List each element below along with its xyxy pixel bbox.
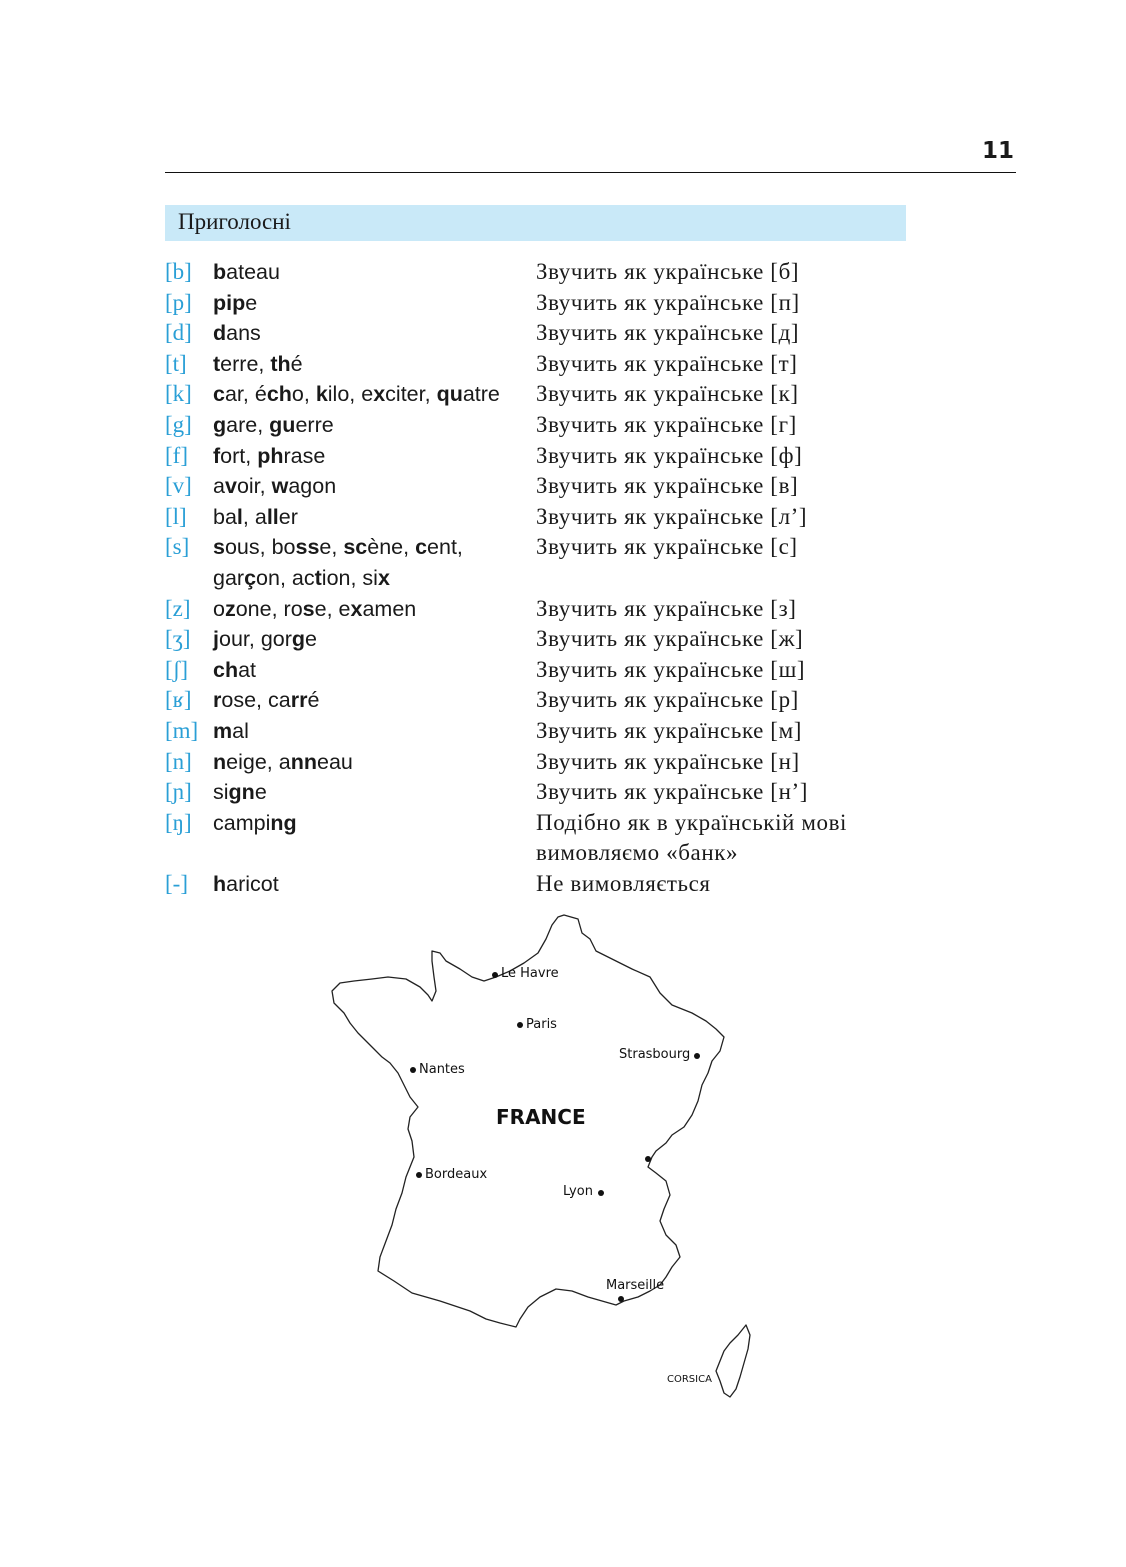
- ipa-symbol: [n]: [165, 748, 192, 774]
- ipa-symbol: [t]: [165, 350, 187, 376]
- example-words: ozone, rose, examen: [213, 596, 417, 621]
- pronunciation-note: Звучить як українське [в]: [536, 473, 799, 499]
- pronunciation-note: Звучить як українське [п]: [536, 289, 800, 315]
- section-title: Приголосні: [165, 205, 906, 241]
- example-words: avoir, wagon: [213, 474, 337, 499]
- ipa-symbol: [v]: [165, 473, 192, 499]
- pronunciation-note: Звучить як українське [ф]: [536, 442, 803, 468]
- ipa-symbol: [p]: [165, 289, 192, 315]
- ipa-symbol: [k]: [165, 381, 192, 407]
- pronunciation-note: Звучить як українське [н’]: [536, 779, 808, 805]
- lyon-dot: [598, 1190, 604, 1196]
- consonant-row: [165, 655, 925, 686]
- pronunciation-note: Звучить як українське [ш]: [536, 656, 806, 682]
- page-number: 11: [981, 138, 1014, 164]
- pronunciation-note: Звучить як українське [б]: [536, 259, 800, 284]
- corsica-outline: [716, 1325, 750, 1397]
- pronunciation-note: Звучить як українське [к]: [536, 381, 799, 407]
- pronunciation-note: Звучить як українське [р]: [536, 687, 799, 713]
- consonant-row: [165, 257, 925, 288]
- france-map: [320, 905, 760, 1405]
- example-words: bal, aller: [213, 504, 298, 529]
- example-words: chat: [213, 657, 257, 682]
- pronunciation-note: Не вимовляється: [536, 870, 711, 896]
- consonant-row: [165, 379, 925, 410]
- example-words: camping: [213, 810, 297, 835]
- consonant-row: [165, 594, 925, 625]
- example-words: pipe: [213, 290, 258, 315]
- consonant-row: [165, 685, 925, 716]
- ipa-symbol: [b]: [165, 259, 192, 284]
- pronunciation-note: Звучить як українське [с]: [536, 534, 798, 560]
- consonant-row: [165, 777, 925, 808]
- example-words: fort, phrase: [213, 443, 326, 468]
- pronunciation-note: Звучить як українське [м]: [536, 717, 802, 743]
- pronunciation-note: Звучить як українське [н]: [536, 748, 800, 774]
- city-le-havre: Le Havre: [501, 966, 559, 981]
- ipa-symbol: [m]: [165, 717, 199, 743]
- city-marseille: Marseille: [606, 1278, 665, 1293]
- city-bordeaux: Bordeaux: [425, 1167, 488, 1182]
- example-words: car, écho, kilo, exciter, quatre: [213, 382, 500, 407]
- example-words: terre, thé: [213, 351, 303, 376]
- ipa-symbol: [d]: [165, 320, 192, 346]
- city-nantes: Nantes: [419, 1062, 465, 1077]
- ipa-symbol: [f]: [165, 442, 188, 468]
- example-words: signe: [213, 780, 267, 805]
- city-paris: Paris: [526, 1017, 557, 1032]
- ipa-symbol: [g]: [165, 411, 192, 437]
- marker-dot: [645, 1156, 651, 1162]
- example-words: bateau: [213, 260, 280, 284]
- consonant-row: [165, 716, 925, 747]
- ipa-symbol: [ʒ]: [165, 626, 191, 652]
- pronunciation-note: Подібно як в українській мові вимовляємо «банк»: [536, 809, 848, 866]
- marseille-dot: [618, 1296, 624, 1302]
- pronunciation-note: Звучить як українське [з]: [536, 595, 797, 621]
- pronunciation-note: Звучить як українське [ж]: [536, 626, 804, 652]
- example-words: sous, bosse, scène, cent, garçon, action, six: [213, 535, 463, 590]
- consonant-row: [165, 624, 925, 655]
- ipa-symbol: [l]: [165, 503, 187, 529]
- bordeaux-dot: [416, 1172, 422, 1178]
- example-words: jour, gorge: [213, 627, 318, 652]
- example-words: mal: [213, 718, 249, 743]
- example-words: gare, guerre: [213, 412, 334, 437]
- header-rule: [165, 172, 1016, 173]
- ipa-symbol: [z]: [165, 595, 191, 621]
- example-words: haricot: [213, 871, 279, 896]
- ipa-symbol: [ʁ]: [165, 687, 192, 713]
- consonant-row: [165, 349, 925, 380]
- strasbourg-dot: [694, 1053, 700, 1059]
- pronunciation-note: Звучить як українське [д]: [536, 320, 800, 346]
- ipa-symbol: [-]: [165, 870, 188, 896]
- consonant-row: [165, 471, 925, 502]
- example-words: rose, carré: [213, 688, 320, 713]
- consonant-row: [165, 502, 925, 533]
- consonant-row: [165, 410, 925, 441]
- paris-dot: [517, 1022, 523, 1028]
- example-words: dans: [213, 321, 261, 346]
- pronunciation-note: Звучить як українське [т]: [536, 350, 798, 376]
- island-corsica: CORSICA: [667, 1374, 712, 1385]
- ipa-symbol: [ŋ]: [165, 809, 192, 835]
- consonant-row: [165, 532, 925, 593]
- consonant-table: [165, 257, 925, 899]
- pronunciation-note: Звучить як українське [л’]: [536, 503, 808, 529]
- ipa-symbol: [ʃ]: [165, 656, 188, 682]
- ipa-symbol: [ɲ]: [165, 779, 192, 805]
- consonant-row: [165, 288, 925, 319]
- example-words: neige, anneau: [213, 749, 353, 774]
- city-lyon: Lyon: [563, 1184, 593, 1199]
- consonant-row: [165, 747, 925, 778]
- city-strasbourg: Strasbourg: [619, 1047, 691, 1062]
- consonant-row: [165, 441, 925, 472]
- le-havre-dot: [492, 972, 498, 978]
- consonant-row: [165, 869, 925, 900]
- pronunciation-note: Звучить як українське [г]: [536, 411, 797, 437]
- consonant-row: [165, 318, 925, 349]
- ipa-symbol: [s]: [165, 534, 190, 560]
- nantes-dot: [410, 1067, 416, 1073]
- consonant-row: [165, 808, 925, 869]
- country-name: FRANCE: [496, 1105, 586, 1129]
